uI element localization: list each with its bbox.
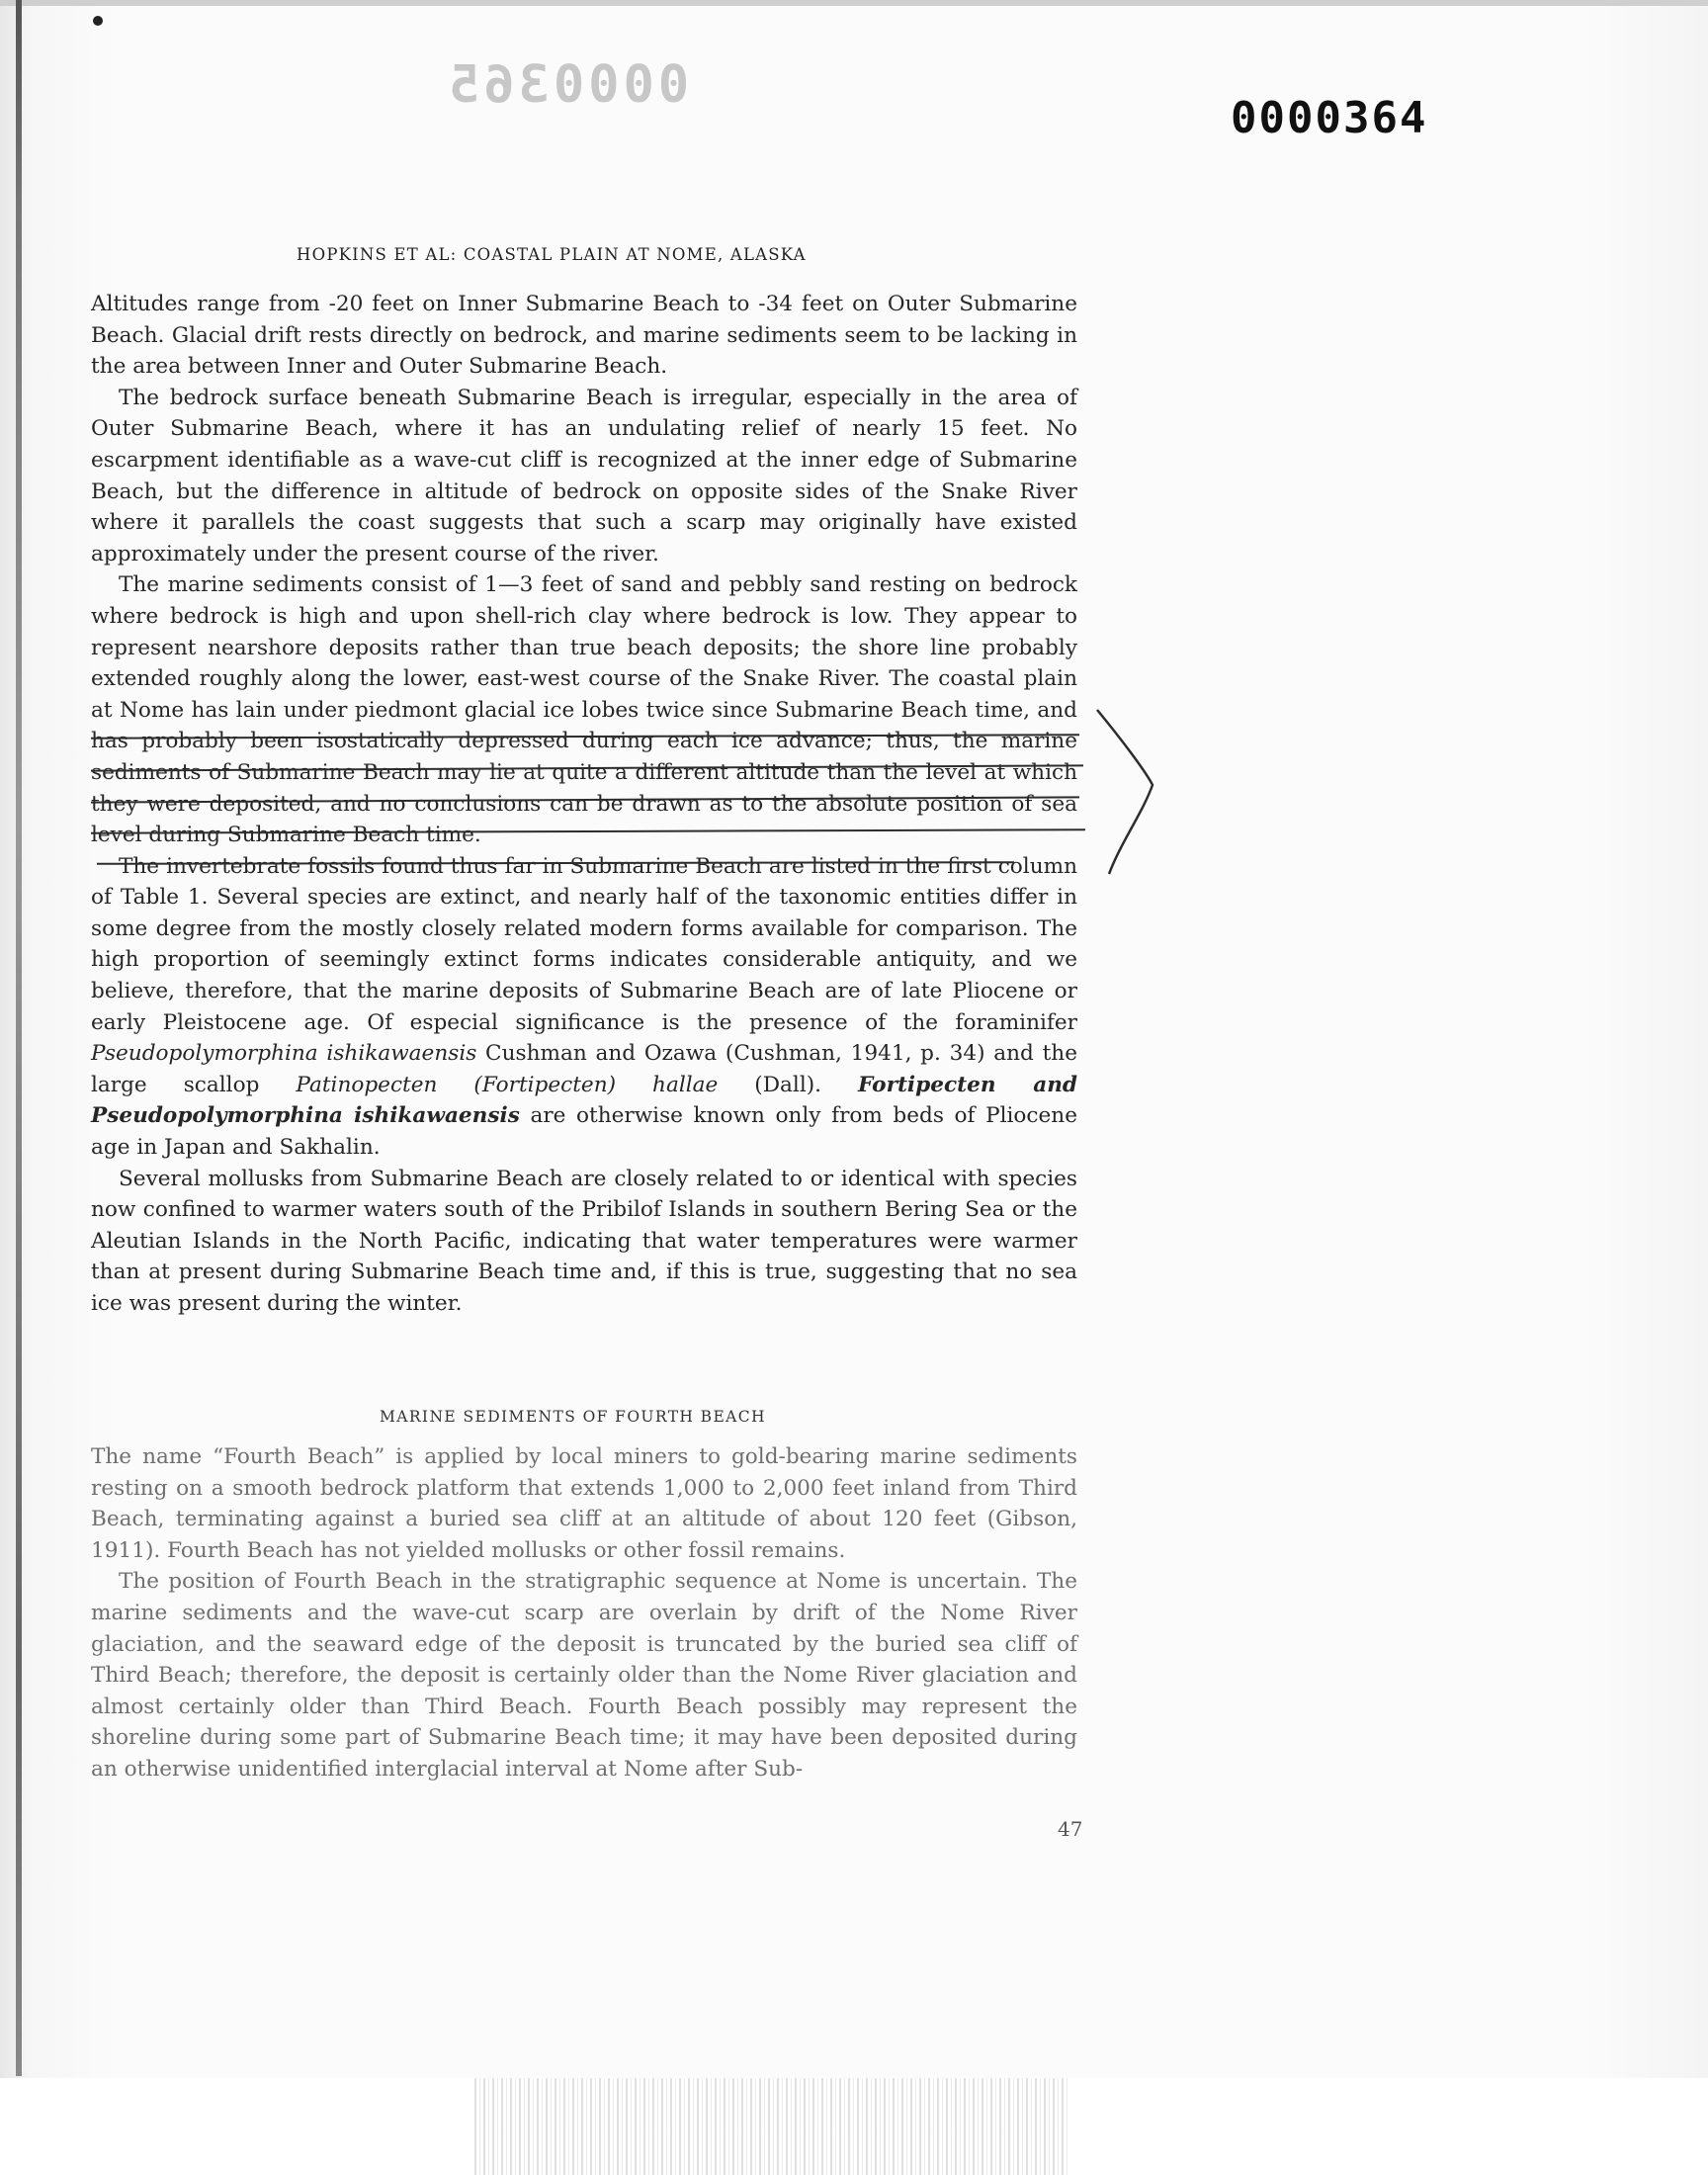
paragraph-3 bbox=[91, 569, 1077, 850]
species-name-3: Fortipecten and Pseudopolymorphina ishikawaensis bbox=[91, 1072, 1077, 1129]
paragraph-4-text-d: are otherwise known only from beds of Pliocene age in Japan and Sakhalin. bbox=[91, 1103, 1077, 1161]
species-name-1: Pseudopolymorphina ishikawaensis bbox=[91, 1041, 477, 1067]
paragraph-1: Altitudes range from -20 feet on Inner Submarine Beach to -34 feet on Outer Submarine Beach. Glacial drift rests directly on bedrock, and marine sediments seem to be lacking in the area between Inner and Outer Submarine Beach. bbox=[91, 292, 1077, 380]
paragraph-4-text-c: (Dall). bbox=[718, 1072, 859, 1097]
document-stamp-number: 0000364 bbox=[1231, 93, 1428, 143]
ghost-stamp-number: 0000365 bbox=[445, 55, 690, 115]
fourth-beach-paragraph-2: The position of Fourth Beach in the stratigraphic sequence at Nome is uncertain. The marine sediments and the wave-cut scarp are overlain by drift of the Nome River glaciation, and the seaward edge of the deposit is truncated by the buried sea cliff of Third Beach; therefore, the deposit is certainly older than the Nome River glaciation and almost certainly older than Third Beach. Fourth Beach possibly may represent the shoreline during some part of Submarine Beach time; it may have been deposited during an otherwise unidentified interglacial interval at Nome after Sub- bbox=[91, 1569, 1077, 1782]
paragraph-5: Several mollusks from Submarine Beach are closely related to or identical with species now confined to warmer waters south of the Pribilof Islands in southern Bering Sea or the Aleutian Islands in the North Pacific, indicating that water temperatures were warmer than at present during Submarine Beach time and, if this is true, suggesting that no sea ice was present during the winter. bbox=[91, 1166, 1077, 1316]
paragraph-4-text-b: Cushman and Ozawa (Cushman, 1941, p. 34) and the large scallop bbox=[91, 1041, 1077, 1097]
running-head: HOPKINS ET AL: COASTAL PLAIN AT NOME, ALASKA bbox=[297, 245, 807, 264]
main-body-text bbox=[91, 289, 1077, 1320]
underlined-passage: The coastal plain at Nome has lain under piedmont glacial ice lobes twice since Submarine Beach time, and has probably been isostatically depressed during each ice advance; thus, the marine sediments of Submarine Beach may lie at quite a different altitude than the level at which they were deposited, and no conclusions can be drawn as to the absolute position of sea level during Submarine Beach time. bbox=[91, 666, 1077, 848]
binding-edge bbox=[16, 0, 22, 2076]
section-heading: MARINE SEDIMENTS OF FOURTH BEACH bbox=[380, 1408, 766, 1426]
scan-top-edge bbox=[0, 0, 1708, 6]
page-number: 47 bbox=[1058, 1817, 1083, 1841]
fourth-beach-text bbox=[91, 1441, 1077, 1785]
fourth-beach-paragraph-1: The name “Fourth Beach” is applied by local miners to gold-bearing marine sediments resting on a smooth bedrock platform that extends 1,000 to 2,000 feet inland from Third Beach, terminating against a buried sea cliff at an altitude of about 120 feet (Gibson, 1911). Fourth Beach has not yielded mollusks or other fossil remains. bbox=[91, 1444, 1077, 1563]
ink-dot bbox=[93, 16, 103, 26]
paragraph-4-text-a: The invertebrate fossils found thus far in Submarine Beach are listed in the first column of Table 1. Several species are extinct, and nearly half of the taxonomic entities differ in some degree from the mostly closely related modern forms available for comparison. The high proportion of seemingly extinct forms indicates considerable antiquity, and we believe, therefore, that the marine deposits of Submarine Beach are of late Pliocene or early Pleistocene age. Of especial significance is the presence of the foraminifer bbox=[91, 853, 1077, 1035]
species-name-2: Patinopecten (Fortipecten) hallae bbox=[296, 1072, 719, 1097]
paragraph-2: The bedrock surface beneath Submarine Beach is irregular, especially in the area of Outer Submarine Beach, where it has an undulating relief of nearly 15 feet. No escarpment identifiable as a wave-cut cliff is recognized at the inner edge of Submarine Beach, but the difference in altitude of bedrock on opposite sides of the Snake River where it parallels the coast suggests that such a scarp may originally have existed approximately under the present course of the river. bbox=[91, 385, 1077, 566]
scan-artifact-bars bbox=[474, 2078, 1068, 2175]
margin-bracket-mark bbox=[1095, 704, 1164, 882]
paragraph-3-text: The marine sediments consist of 1—3 feet of sand and pebbly sand resting on bedrock where bedrock is high and upon shell-rich clay where bedrock is low. They appear to represent nearshore deposits rather than true beach deposits; the shore line probably extended roughly along the lower, east-west course of the Snake River. bbox=[91, 572, 1077, 692]
paragraph-4 bbox=[91, 851, 1077, 1164]
